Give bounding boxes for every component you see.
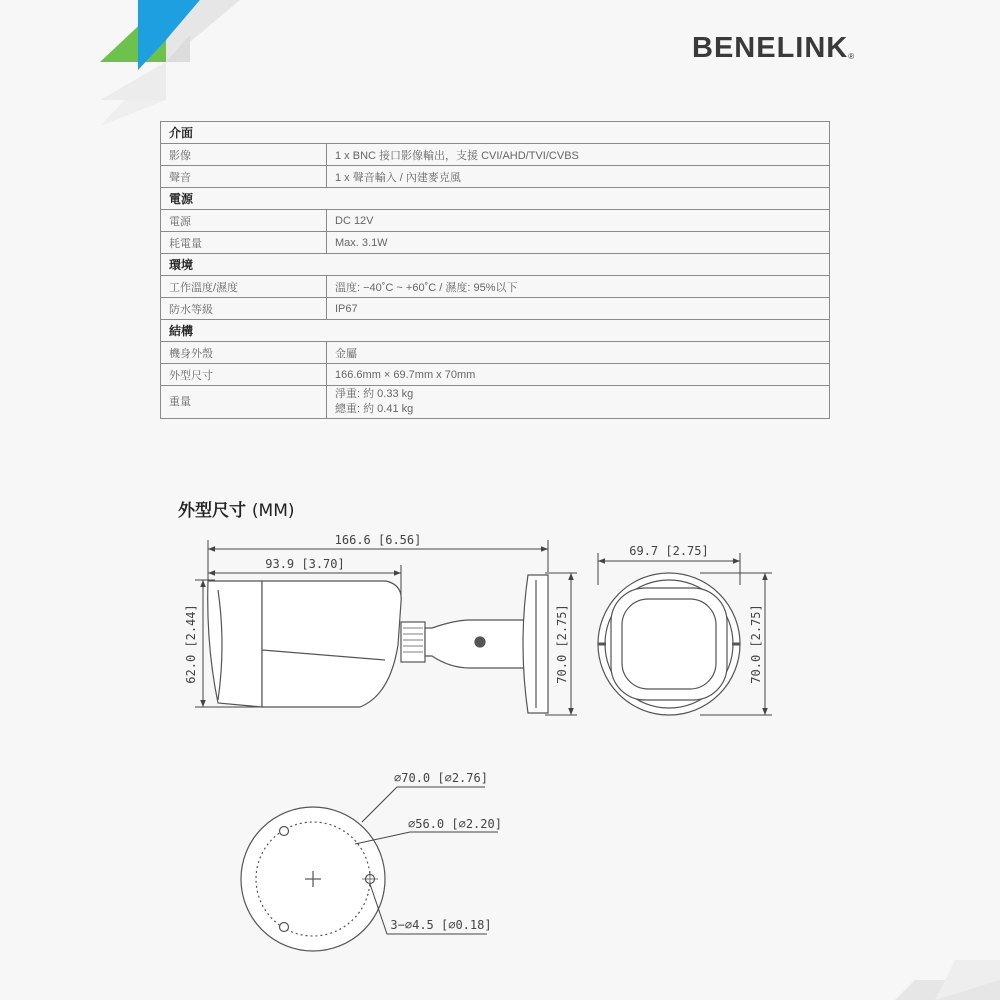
- row-value: 金屬: [327, 342, 830, 364]
- row-label: 耗電量: [161, 232, 327, 254]
- row-value: DC 12V: [327, 210, 830, 232]
- label-side-height: 62.0 [2.44]: [184, 604, 198, 684]
- row-value: 溫度: −40˚C ~ +60˚C / 濕度: 95%以下: [327, 276, 830, 298]
- section-title: 介面: [161, 122, 830, 144]
- label-front-height: 70.0 [2.75]: [749, 604, 763, 684]
- brand-logo: BENELINK®: [692, 32, 856, 64]
- row-label: 防水等級: [161, 298, 327, 320]
- dimensions-title: 外型尺寸 (MM): [178, 501, 295, 521]
- label-holes: 3−⌀4.5 [⌀0.18]: [390, 918, 492, 932]
- row-label: 重量: [161, 386, 327, 419]
- row-label: 聲音: [161, 166, 327, 188]
- label-front-length: 93.9 [3.70]: [265, 557, 345, 571]
- row-label: 外型尺寸: [161, 364, 327, 386]
- row-label: 電源: [161, 210, 327, 232]
- row-label: 影像: [161, 144, 327, 166]
- row-label: 工作溫度/濕度: [161, 276, 327, 298]
- row-value: 166.6mm × 69.7mm x 70mm: [327, 364, 830, 386]
- row-value: 1 x BNC 接口影像輸出，支援 CVI/AHD/TVI/CVBS: [327, 144, 830, 166]
- row-value: Max. 3.1W: [327, 232, 830, 254]
- gross-weight: 總重: 約 0.41 kg: [335, 403, 414, 415]
- label-base-diameter: ⌀70.0 [⌀2.76]: [394, 771, 488, 785]
- row-value: 1 x 聲音輸入 / 內建麥克風: [327, 166, 830, 188]
- row-value: IP67: [327, 298, 830, 320]
- net-weight: 淨重: 約 0.33 kg: [335, 388, 414, 400]
- row-label: 機身外殼: [161, 342, 327, 364]
- label-mount-height: 70.0 [2.75]: [555, 604, 569, 684]
- section-title: 環境: [161, 254, 830, 276]
- label-front-width: 69.7 [2.75]: [629, 544, 709, 558]
- label-hole-circle: ⌀56.0 [⌀2.20]: [408, 817, 502, 831]
- camera-side-view: [208, 575, 548, 713]
- camera-front-view: [598, 573, 740, 715]
- section-title: 結構: [161, 320, 830, 342]
- base-plate: [241, 807, 385, 951]
- label-total-length: 166.6 [6.56]: [334, 533, 422, 547]
- section-title: 電源: [161, 188, 830, 210]
